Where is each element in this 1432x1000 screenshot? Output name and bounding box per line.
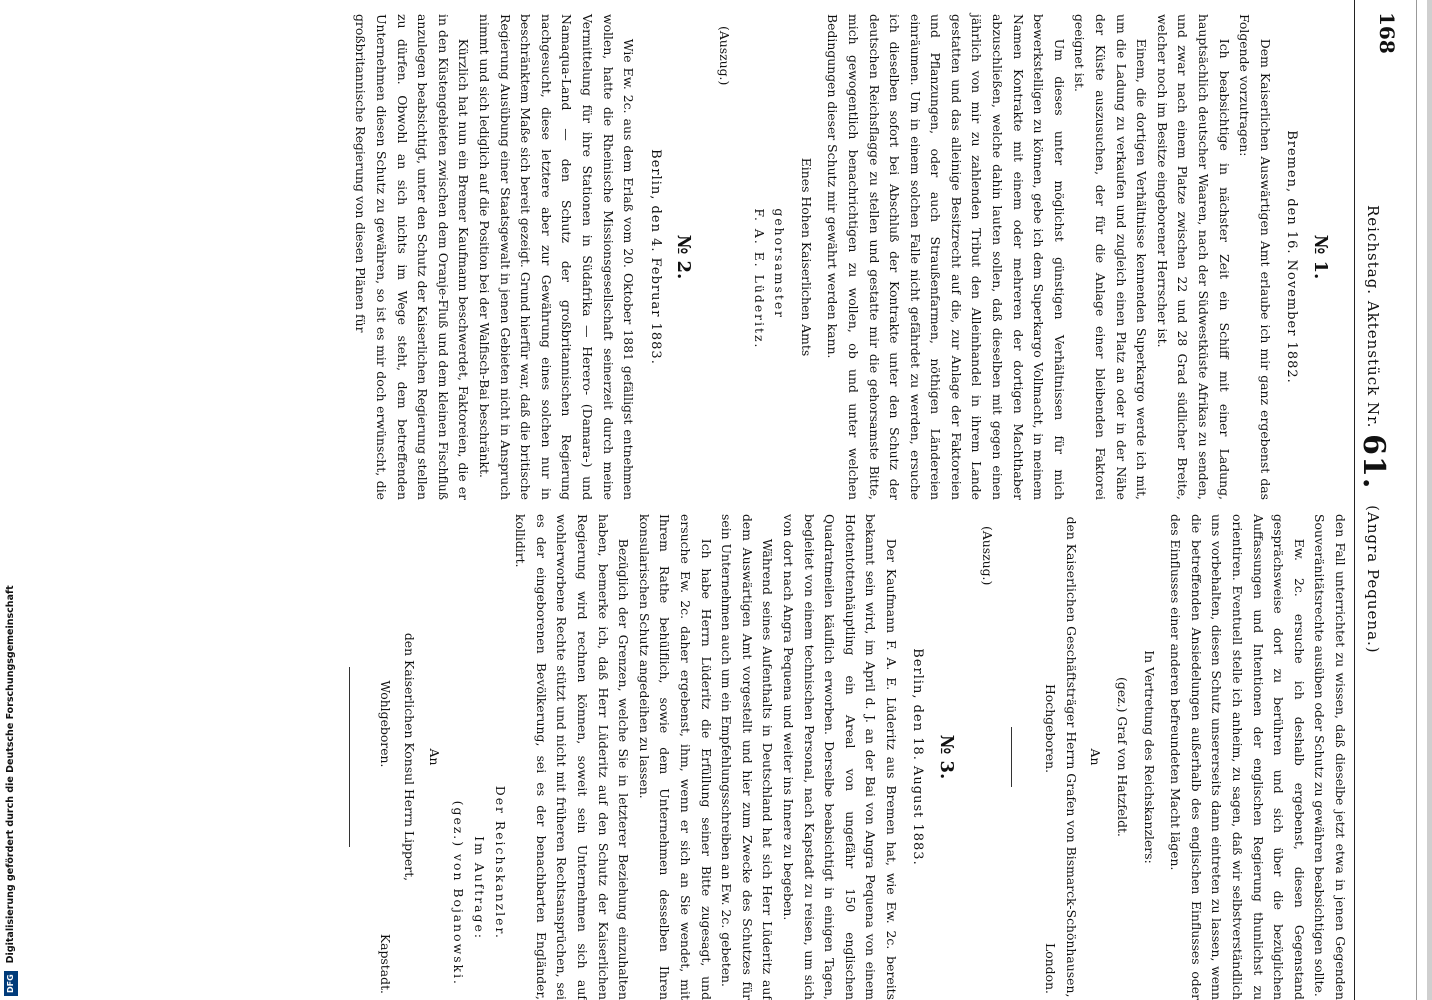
running-head-subtitle: (Angra Pequena.)	[1364, 505, 1382, 654]
scan-edge-line	[1416, 0, 1417, 1000]
continued-paragraph: den Fall unterrichtet zu wissen, daß dieselbe jetzt etwa in jenen Gegenden Souveränitätsrechte ausüben oder Schutz zu gewähren beabsichtigen sollte.	[1312, 514, 1348, 1000]
running-head	[1356, 205, 1395, 654]
by-order-line: Im Auftrage:	[472, 836, 488, 940]
doc-1-closing-2: gehorsamster	[772, 208, 788, 320]
continued-paragraph: Ew. 2c. ersuche ich deshalb ergebenst, diesen Gegenstand gesprächsweise dort zu berühren und sich über die bezüglichen Auffassungen und Intentionen der englischen Regierung thunlichst zu orientiren. Eventuell stelle ich anheim, zu sagen, daß wir selbstverständlich uns vorbehalten, diesen Schutz unsererseits dann eintreten zu lassen, wenn die betreffenden Ansiedelungen außerhalb des englischen Einflusses oder des Einflusses einer anderen befreundeten Macht lägen.	[1168, 514, 1307, 1000]
doc-3-paragraph: Ich habe Herrn Lüderitz die Erfüllung seiner Bitte zugesagt, und ersuche Ew. 2c. daher ergebenst, ihm, wenn er sich an Sie wendet, mit Ihrem Rathe behülflich, sowie dem Unternehmen desselben Ihren konsularischen Schutz angedeihen zu lassen.	[636, 514, 714, 1000]
deputy-line: In Vertretung des Reichskanzlers:	[1141, 650, 1157, 864]
by-order-signature: (gez.) von Bojanowski.	[451, 800, 467, 986]
digitisation-credit	[0, 0, 22, 1000]
doc-3-paragraph: Der Kaufmann F. A. E. Lüderitz aus Bremen hat, wie Ew. 2c. bereits bekannt sein wird, im April d. J. an der Bai von Angra Pequena von einem Hottentottenhäuptling ein Areal von ungefähr 150 englischen Quadratmeilen käuflich erworben. Derselbe beabsichtigt in einigen Tagen, begleitet von einem technischen Personal, nach Kapstadt zu reisen, um sich von dort nach Angra Pequena und weiter ins Innere zu begeben.	[780, 514, 899, 1000]
doc-1-paragraph: Einem, die dortigen Verhältnisse kennenden Superkargo werde ich mit, um die Ladung zu verkaufen und zugleich einen Platz an oder in der Nähe der Küste auszusuchen, der für die Anlage einer bleibenden Faktorei geeignet ist.	[1072, 14, 1150, 500]
anlage-number: 61.	[1356, 434, 1391, 490]
address-place: Kapstadt.	[377, 933, 393, 994]
divider	[1011, 727, 1012, 787]
credit-text: Digitalisierung gefördert durch die Deutsche Forschungsgemeinschaft	[5, 585, 16, 964]
doc-1-paragraph: Ich beabsichtige in nächster Zeit ein Schiff mit einer Ladung, hauptsächlich deutscher Waaren, nach der Südwestküste Afrikas zu senden, und zwar nach einem Platze zwischen 22 und 28 Grad südlicher Breite, welcher noch im Besitze eingeborener Herrscher ist.	[1154, 14, 1232, 500]
deputy-signature: (gez.) Graf von Hatzfeldt.	[1115, 677, 1131, 837]
address-line: den Kaiserlichen Geschäftsträger Herrn Grafen von Bismarck-Schönhausen, Hochgeboren.	[1043, 516, 1079, 998]
chancellor-line: Der Reichskanzler.	[492, 785, 508, 940]
divider	[349, 667, 350, 847]
doc-1-paragraph: Dem Kaiserlichen Auswärtigen Amt erlaube ich mir ganz ergebenst das Folgende vorzutragen:	[1237, 14, 1273, 500]
doc-1-closing: Eines Hohen Kaiserlichen Amts	[798, 157, 814, 357]
scan-edge	[1427, 0, 1432, 1000]
doc-3-extract-label: (Auszug.)	[979, 526, 995, 586]
address-line-2	[374, 514, 395, 1000]
address-prefix: An	[426, 748, 442, 766]
running-head-text: Reichstag. Aktenstück Nr.	[1364, 205, 1382, 429]
address-place: London.	[1043, 943, 1059, 994]
address-block	[1040, 514, 1081, 1000]
doc-1-paragraph: Um dieses unter möglichst günstigen Verhältnissen für mich bewerkstelligen zu können, gebe ich dem Superkargo Vollmacht, in meinem Namen Kontrakte mit einem oder mehreren der dortigen Machthaber abzuschließen, welche dahin lauten sollen, daß dieselben mit gegen einen jährlich von mir zu zahlenden Tribut den Alleinhandel in ihrem Lande gestatten und das alleinige Besitzrecht auf die, zur Anlage der Faktoreien und Pflanzungen, oder auch Straußenfarmen, nöthigen Ländereien einräumen. Um in einem solchen Falle nicht gefährdet zu werden, ersuche ich dieselben sofort bei Abschluß der Kontrakte unter den Schutz der deutschen Reichsflagge zu stellen und gestatte mir die gehorsamste Bitte, mich gewogentlich benachrichtigen zu wollen, ob und unter welchen Bedingungen dieser Schutz mir gewährt werden kann.	[825, 14, 1067, 500]
running-header	[1354, 0, 1405, 1000]
right-column	[339, 514, 1350, 1000]
doc-3-paragraph: Während seines Aufenthalts in Deutschland hat sich Herr Lüderitz auf dem Auswärtigen Amt vorgestellt und hier zum Zwecke des Schutzes für sein Unternehmen auch um ein Empfehlungsschreiben an Ew. 2c. gebeten.	[719, 514, 776, 1000]
rotated-page	[105, 0, 1405, 1000]
doc-2-paragraph: Wie Ew. 2c. aus dem Erlaß vom 20. Oktober 1881 gefälligst entnehmen wollen, hatte die Rheinische Missionsgesellschaft seinerzeit durch meine Vermittelung für ihre Stationen in Südafrika — Herero- (Damara-) und Namaqua-Land — den Schutz der großbritannischen Regierung nachgesucht, diese letztere aber zur Gewährung eines solchen nur in beschränktem Maße sich bereit gezeigt. Grund hierfür war, daß die britische Regierung Ausübung einer Staatsgewalt in jenen Gebieten nicht in Anspruch nimmt und sich lediglich auf die Position bei der Walfisch-Bai beschränkt.	[477, 14, 637, 500]
doc-2-number: № 2.	[673, 234, 695, 280]
address-honorific: Wohlgeboren.	[377, 680, 393, 768]
doc-3-dateline: Berlin, den 18. August 1883.	[910, 648, 926, 866]
dfg-logo: DFG	[4, 971, 18, 996]
doc-3-paragraph: Bezüglich der Grenzen, welche Sie in letzterer Beziehung einzuhalten haben, bemerke ich, daß Herr Lüderitz auf den Schutz der Kaiserlichen Regierung wird rechnen können, soweit sein Unternehmen sich auf wohlerworbene Rechte stützt und nicht mit früheren Rechtsansprüchen, sei es der eingeborenen Bevölkerung, sei es der benachbarten Engländer, kollidirt.	[513, 514, 632, 1000]
doc-1-signature: F. A. E. Lüderitz.	[751, 208, 767, 350]
doc-2-paragraph: Kürzlich hat nun ein Bremer Kaufmann beschwerdet, Faktoreien, die er in den Küstengebieten zwischen dem Oranje-Fluß und dem kleinen Fischfluß anzulegen beabsichtigt, unter den Schutz der Kaiserlichen Regierung stellen zu dürfen. Obwohl an sich nichts im Wege steht, dem betreffenden Unternehmen diesen Schutz zu gewähren, so ist es mir doch erwünscht, die großbritannische Regierung von diesen Plänen für	[353, 14, 472, 500]
address-line: den Kaiserlichen Konsul Herrn Lippert,	[402, 632, 418, 882]
doc-2-dateline: Berlin, den 4. Februar 1883.	[647, 149, 663, 365]
address-prefix: An	[1088, 748, 1104, 766]
doc-2-extract-label: (Auszug.)	[716, 26, 732, 86]
doc-1-number: № 1.	[1310, 234, 1331, 280]
left-column	[350, 14, 1350, 500]
page-number: 168	[1375, 12, 1399, 54]
doc-1-dateline: Bremen, den 16. November 1882.	[1284, 130, 1300, 384]
doc-3-number: № 3.	[936, 734, 958, 780]
